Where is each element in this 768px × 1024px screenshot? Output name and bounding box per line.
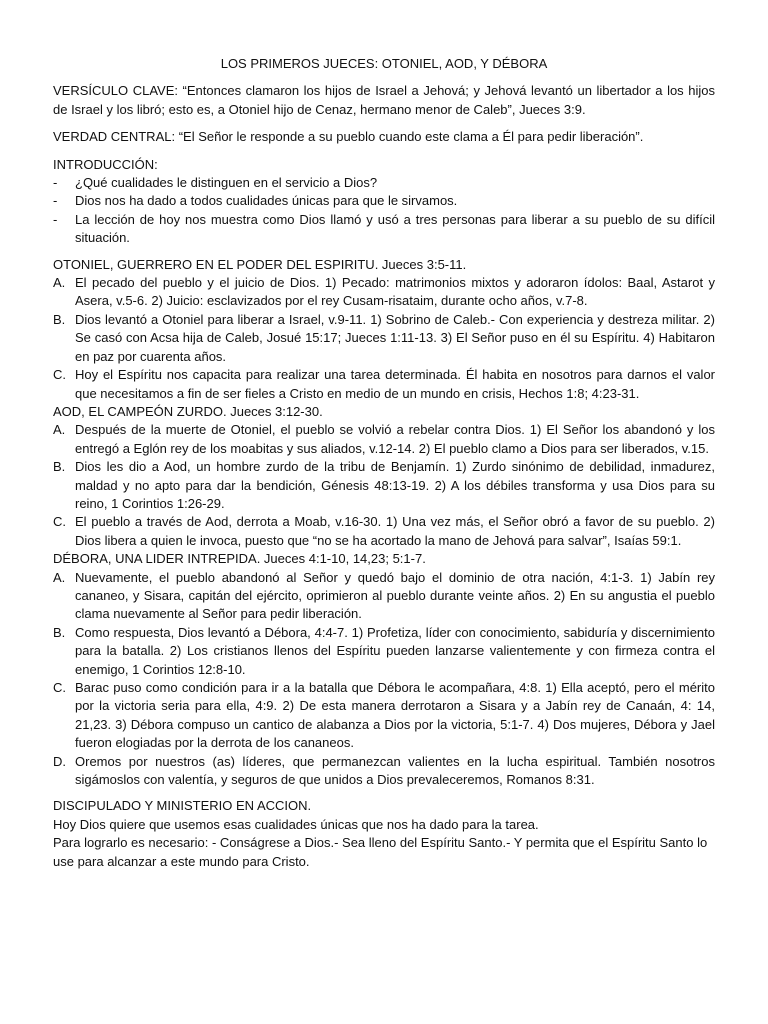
item-marker: A. xyxy=(53,422,66,438)
list-item xyxy=(53,679,715,753)
list-item-text: Dios nos ha dado a todos cualidades únicas para que le sirvamos. xyxy=(75,193,458,209)
closing-heading: DISCIPULADO Y MINISTERIO EN ACCION. xyxy=(53,798,312,814)
list-item xyxy=(53,421,715,458)
list-item-text: ¿Qué cualidades le distinguen en el servicio a Dios? xyxy=(75,175,378,191)
list-item-text: Oremos por nuestros (as) líderes, que permanezcan valientes en la lucha espiritual. También nosotros sigámoslos con valentía, y seguros de que unidos a Dios prevaleceremos, Romanos 8:31. xyxy=(75,753,715,788)
item-marker: C. xyxy=(53,514,66,530)
closing-section xyxy=(53,797,715,871)
list-item xyxy=(53,192,715,210)
introduction-section xyxy=(53,156,715,248)
list-item-text: Dios levantó a Otoniel para liberar a Israel, v.9-11. 1) Sobrino de Caleb.- Con experiencia y destreza militar. 2) Se casó con Acsa hija de Caleb, Josué 15:17; Jueces 1:11-13. 3) El Señor puso en él su Espíritu. 4) Habitaron en paz por cuarenta años. xyxy=(75,311,715,364)
bullet-marker: - xyxy=(53,193,58,209)
list-item xyxy=(53,211,715,248)
list-item-text: La lección de hoy nos muestra como Dios llamó y usó a tres personas para liberar a su pueblo de su difícil situación. xyxy=(75,211,715,246)
section-aod xyxy=(53,403,715,550)
list-item xyxy=(53,753,715,790)
section-list xyxy=(53,569,715,790)
list-item xyxy=(53,458,715,513)
section-heading: DÉBORA, UNA LIDER INTREPIDA. Jueces 4:1-10, 14,23; 5:1-7. xyxy=(53,551,426,567)
item-marker: C. xyxy=(53,680,66,695)
list-item-text: El pecado del pueblo y el juicio de Dios. 1) Pecado: matrimonios mixtos y adoraron ídolos: Baal, Astarot y Asera, v.5-6. 2) Juicio: esclavizados por el rey Cusam-risataim, durante ocho años, v.7-8. xyxy=(75,275,715,309)
document-page xyxy=(53,55,715,871)
section-debora xyxy=(53,550,715,789)
central-truth: VERDAD CENTRAL: “El Señor le responde a su pueblo cuando este clama a Él para pedir liberación”. xyxy=(53,129,644,145)
item-marker: D. xyxy=(53,753,66,769)
list-item-text: Nuevamente, el pueblo abandonó al Señor y quedó bajo el dominio de otra nación, 4:1-3. 1) Jabín rey cananeo, y Sisara, capitán del ejército, oprimieron al pueblo durante veinte años. 2) En su angustia el pueblo clama nuevamente al Señor para pedir liberación. xyxy=(75,569,715,622)
section-list xyxy=(53,274,715,403)
closing-line: Hoy Dios quiere que usemos esas cualidades únicas que nos ha dado para la tarea. xyxy=(53,816,539,832)
list-item xyxy=(53,624,715,679)
section-otoniel xyxy=(53,256,715,403)
item-marker: B. xyxy=(53,624,66,640)
list-item xyxy=(53,513,715,550)
item-marker: A. xyxy=(53,275,66,291)
section-heading: AOD, EL CAMPEÓN ZURDO. Jueces 3:12-30. xyxy=(53,403,323,419)
list-item-text: El pueblo a través de Aod, derrota a Moab, v.16-30. 1) Una vez más, el Señor obró a favor de su pueblo. 2) Dios libera a quien le invoca, puesto que “no se ha acortado la mano de Jehová para salvar”, Isaías 59:1. xyxy=(75,514,715,548)
list-item xyxy=(53,311,715,366)
document-title: LOS PRIMEROS JUECES: OTONIEL, AOD, Y DÉBORA xyxy=(220,56,548,71)
list-item xyxy=(53,569,715,624)
bullet-marker: - xyxy=(53,175,58,191)
list-item xyxy=(53,366,715,403)
section-list xyxy=(53,421,715,550)
list-item-text: Después de la muerte de Otoniel, el pueblo se volvió a rebelar contra Dios. 1) El Señor los abandonó y los entregó a Eglón rey de los moabitas y sus aliados, v.12-14. 2) El pueblo clamo a Dios para ser liberados, v.15. xyxy=(75,422,715,456)
item-marker: B. xyxy=(53,459,66,475)
item-marker: C. xyxy=(53,367,66,383)
section-heading: OTONIEL, GUERRERO EN EL PODER DEL ESPIRITU. Jueces 3:5-11. xyxy=(53,256,467,272)
introduction-list xyxy=(53,174,715,248)
item-marker: B. xyxy=(53,311,66,327)
list-item xyxy=(53,274,715,311)
closing-line: Para lograrlo es necesario: - Conságrese a Dios.- Sea lleno del Espíritu Santo.- Y permita que el Espíritu Santo lo use para alcanzar a este mundo para Cristo. xyxy=(53,835,708,869)
list-item-text: Como respuesta, Dios levantó a Débora, 4:4-7. 1) Profetiza, líder con conocimiento, sabiduría y discernimiento para la batalla. 2) Los cristianos llenos del Espíritu pueden lanzarse valientemente y con firmeza contra el enemigo, 1 Corintios 12:8-10. xyxy=(75,624,715,677)
list-item-text: Barac puso como condición para ir a la batalla que Débora le acompañara, 4:8. 1) Ella aceptó, pero el mérito por la victoria seria para ella, 4:9. 2) De esta manera derrotaron a Sisara y a Jabín rey de Canaán, 4: 14, 21,23. 3) Débora compuso un cantico de alabanza a Dios por la victoria, 5:1-7. 4) Dos mujeres, Débora y Jael fueron elogiadas por la derrota de los cananeos. xyxy=(75,680,715,751)
key-verse: VERSÍCULO CLAVE: “Entonces clamaron los hijos de Israel a Jehová; y Jehová levantó un libertador a los hijos de Israel y los libró; esto es, a Otoniel hijo de Cenaz, hermano menor de Caleb”, Jueces 3:9. xyxy=(53,83,715,117)
list-item xyxy=(53,174,715,192)
introduction-heading: INTRODUCCIÓN: xyxy=(53,156,158,172)
list-item-text: Dios les dio a Aod, un hombre zurdo de la tribu de Benjamín. 1) Zurdo sinónimo de debilidad, inmadurez, maldad y no apto para dar la bendición, Génesis 48:13-19. 2) A los débiles transforma y usa Dios para su reino, 1 Corintios 1:26-29. xyxy=(75,459,715,511)
item-marker: A. xyxy=(53,569,66,585)
list-item-text: Hoy el Espíritu nos capacita para realizar una tarea determinada. Él habita en nosotros para darnos el valor que necesitamos a fin de ser fieles a Cristo en medio de un mundo en crisis, Hechos 1:8; 4:23-31. xyxy=(75,367,715,401)
bullet-marker: - xyxy=(53,211,58,227)
